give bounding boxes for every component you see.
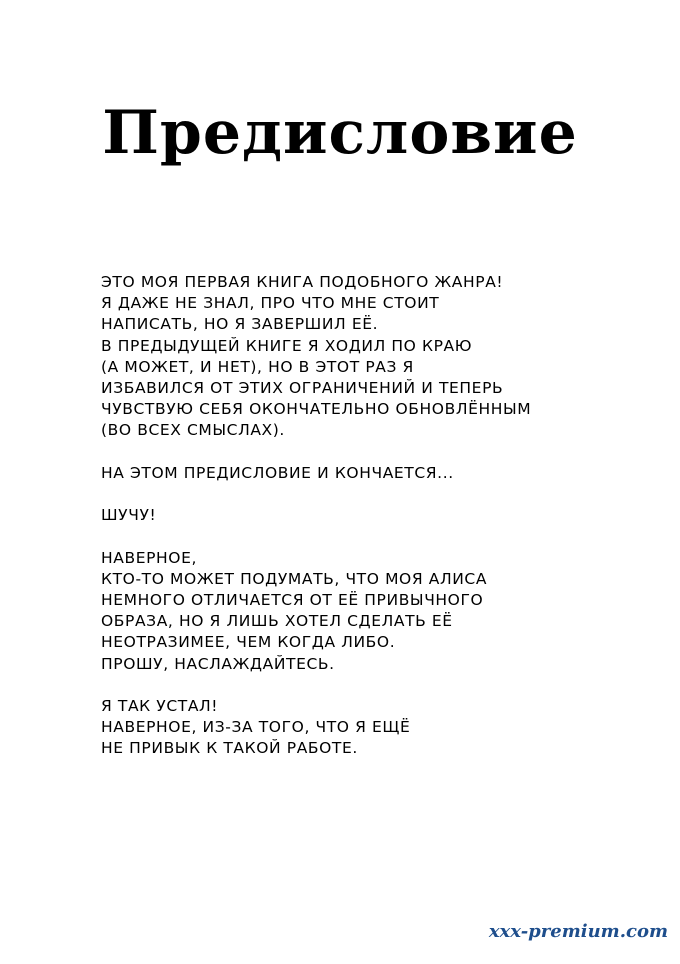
text-line: НЕ ПРИВЫК К ТАКОЙ РАБОТЕ. (101, 739, 358, 758)
paragraph-1 (101, 272, 621, 442)
text-line: НЕОТРАЗИМЕЕ, ЧЕМ КОГДА ЛИБО. (101, 633, 396, 652)
text-line: ПРОШУ, НАСЛАЖДАЙТЕСЬ. (101, 654, 335, 673)
text-line: В ПРЕДЫДУЩЕЙ КНИГЕ Я ХОДИЛ ПО КРАЮ (101, 336, 473, 355)
text-line: ОБРАЗА, НО Я ЛИШЬ ХОТЕЛ СДЕЛАТЬ ЕЁ (101, 612, 453, 631)
text-line: НЕМНОГО ОТЛИЧАЕТСЯ ОТ ЕЁ ПРИВЫЧНОГО (101, 591, 484, 609)
text-line: КТО-ТО МОЖЕТ ПОДУМАТЬ, ЧТО МОЯ АЛИСА (101, 569, 488, 588)
text-line: НАПИСАТЬ, НО Я ЗАВЕРШИЛ ЕЁ. (101, 315, 379, 334)
text-line: ИЗБАВИЛСЯ ОТ ЭТИХ ОГРАНИЧЕНИЙ И ТЕПЕРЬ (101, 379, 504, 398)
paragraph-4 (101, 548, 621, 675)
watermark-text: xxx-premium.com (488, 921, 668, 942)
text-line: НАВЕРНОЕ, ИЗ-ЗА ТОГО, ЧТО Я ЕЩЁ (101, 718, 411, 737)
text-line: (ВО ВСЕХ СМЫСЛАХ). (101, 421, 285, 440)
text-line: ЭТО МОЯ ПЕРВАЯ КНИГА ПОДОБНОГО ЖАНРА! (101, 273, 504, 291)
paragraph-2 (101, 463, 621, 484)
page-title: Предисловие (102, 98, 578, 168)
text-line: Я ТАК УСТАЛ! (101, 697, 219, 715)
text-line: НА ЭТОМ ПРЕДИСЛОВИЕ И КОНЧАЕТСЯ... (101, 463, 454, 482)
paragraph-3 (101, 505, 621, 526)
text-line: НАВЕРНОЕ, (101, 548, 198, 567)
text-line: ЧУВСТВУЮ СЕБЯ ОКОНЧАТЕЛЬНО ОБНОВЛЁННЫМ (101, 400, 532, 419)
text-line: Я ДАЖЕ НЕ ЗНАЛ, ПРО ЧТО МНЕ СТОИТ (101, 294, 440, 313)
foreword-body (101, 272, 621, 760)
text-line: ШУЧУ! (101, 506, 157, 525)
text-line: (А МОЖЕТ, И НЕТ), НО В ЭТОТ РАЗ Я (101, 357, 414, 376)
paragraph-5 (101, 696, 621, 760)
